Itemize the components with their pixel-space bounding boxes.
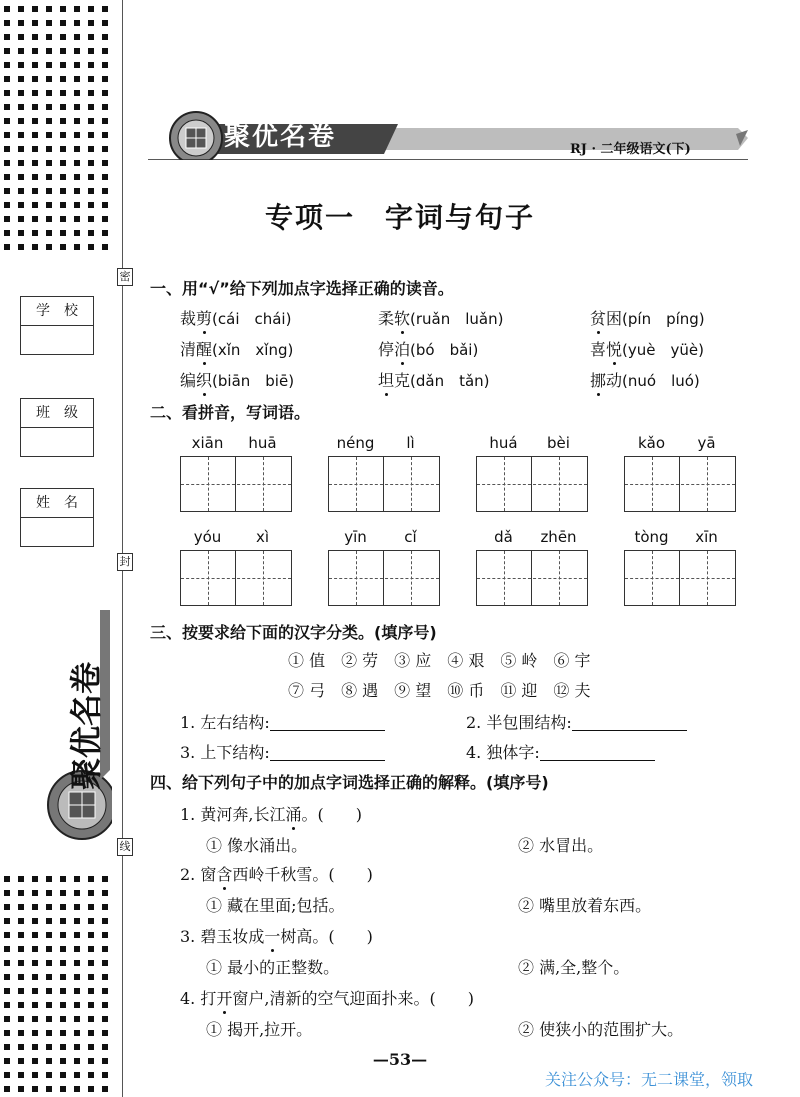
sentence-text: 4. 打 bbox=[180, 989, 217, 1008]
question-sentence bbox=[180, 802, 362, 825]
pinyin-syllable: lì bbox=[406, 434, 415, 452]
sentence-text: 1. 黄河奔,长江 bbox=[180, 805, 286, 824]
option-b: ② 使狭小的范围扩大。 bbox=[518, 1020, 684, 1039]
option-b: ② 嘴里放着东西。 bbox=[518, 896, 652, 915]
sentence-text: 西岭千秋雪。( ) bbox=[232, 865, 373, 884]
pinyin-options: (cái chái) bbox=[212, 310, 292, 328]
class-box bbox=[20, 398, 94, 457]
reading-item bbox=[378, 337, 478, 360]
pinyin-syllable: yóu bbox=[193, 528, 222, 546]
question-sentence bbox=[180, 862, 373, 885]
sentence-text: 窗户,清新的空气迎面扑来。( ) bbox=[232, 989, 474, 1008]
class-label: 班级 bbox=[21, 399, 93, 428]
option-a: ① 揭开,拉开。 bbox=[206, 1020, 313, 1039]
reading-item bbox=[180, 306, 291, 329]
dotted-char: 泊 bbox=[394, 340, 411, 359]
section2-heading: 二、看拼音，写词语。 bbox=[150, 403, 311, 422]
page-number: —53— bbox=[372, 1050, 428, 1069]
dotted-char: 一 bbox=[264, 927, 281, 946]
reading-item bbox=[378, 368, 490, 391]
pinyin-syllable: xiān bbox=[191, 434, 224, 452]
section3-heading: 三、按要求给下面的汉字分类。(填序号) bbox=[150, 623, 437, 642]
writing-grid[interactable] bbox=[476, 456, 588, 512]
name-field[interactable] bbox=[21, 518, 93, 546]
dotted-char: 贫 bbox=[590, 309, 607, 328]
option-b: ② 水冒出。 bbox=[518, 836, 604, 855]
seal-feng: 封 bbox=[117, 553, 133, 571]
pinyin-options: (biān biē) bbox=[212, 372, 295, 390]
option-b: ② 满,全,整个。 bbox=[518, 958, 630, 977]
question-sentence bbox=[180, 924, 373, 947]
sentence-text: 3. 碧玉妆成 bbox=[180, 927, 265, 946]
dotted-char: 含 bbox=[216, 865, 233, 884]
q3-label: 3. 上下结构: bbox=[180, 743, 270, 762]
reading-item bbox=[180, 368, 294, 391]
pinyin-options: (bó bǎi) bbox=[410, 341, 479, 359]
school-field[interactable] bbox=[21, 326, 93, 354]
seal-mi: 密 bbox=[117, 268, 133, 286]
pinyin-syllable: yā bbox=[697, 434, 716, 452]
pinyin-syllable: bèi bbox=[547, 434, 570, 452]
writing-grid[interactable] bbox=[328, 456, 440, 512]
dotted-char: 剪 bbox=[196, 309, 213, 328]
writing-grid[interactable] bbox=[476, 550, 588, 606]
dotted-char: 软 bbox=[394, 309, 411, 328]
section1-heading: 一、用“√”给下列加点字选择正确的读音。 bbox=[150, 279, 454, 298]
item-char: 动 bbox=[606, 371, 623, 390]
pinyin-syllable: xì bbox=[255, 528, 270, 546]
header-brand: 聚优名卷 bbox=[224, 122, 337, 152]
item-char: 克 bbox=[394, 371, 411, 390]
page-title: 专项一 字词与句子 bbox=[264, 201, 535, 234]
section3-row2: ⑦ 弓 ⑧ 遇 ⑨ 望 ⑩ 币 ⑪ 迎 ⑫ 夫 bbox=[288, 681, 591, 700]
pinyin-syllable: cǐ bbox=[404, 528, 417, 546]
q2-answer-line[interactable] bbox=[572, 714, 687, 731]
option-a: ① 最小的正整数。 bbox=[206, 958, 340, 977]
name-label: 姓名 bbox=[21, 489, 93, 518]
q2-label: 2. 半包围结构: bbox=[466, 713, 572, 732]
dotted-char: 开 bbox=[216, 989, 233, 1008]
section3-row1: ① 值 ② 劳 ③ 应 ④ 艰 ⑤ 岭 ⑥ 宇 bbox=[288, 651, 591, 670]
pinyin-options: (pín píng) bbox=[622, 310, 705, 328]
item-char: 停 bbox=[378, 340, 395, 359]
dotted-char: 挪 bbox=[590, 371, 607, 390]
reading-item bbox=[590, 337, 704, 360]
dotted-char: 坦 bbox=[378, 371, 395, 390]
seal-xian: 线 bbox=[117, 838, 133, 856]
q1-answer-line[interactable] bbox=[270, 714, 385, 731]
pinyin-syllable: huá bbox=[489, 434, 518, 452]
school-box bbox=[20, 296, 94, 355]
pinyin-options: (nuó luó) bbox=[622, 372, 700, 390]
reading-item bbox=[180, 337, 293, 360]
side-brand-text: 聚优名卷 bbox=[67, 661, 105, 790]
school-label: 学校 bbox=[21, 297, 93, 326]
pinyin-syllable: huā bbox=[248, 434, 277, 452]
section3-q1 bbox=[180, 710, 385, 733]
dotted-char: 醒 bbox=[196, 340, 213, 359]
section3-q4 bbox=[466, 740, 655, 763]
class-field[interactable] bbox=[21, 428, 93, 456]
svg-text:聚优名卷 bbox=[67, 662, 105, 790]
item-char: 喜 bbox=[590, 340, 607, 359]
sentence-text: 2. 窗 bbox=[180, 865, 217, 884]
pinyin-options: (yuè yüè) bbox=[622, 341, 704, 359]
pinyin-syllable: tòng bbox=[634, 528, 669, 546]
option-a: ① 藏在里面;包括。 bbox=[206, 896, 345, 915]
q4-answer-line[interactable] bbox=[540, 744, 655, 761]
pinyin-syllable: kǎo bbox=[637, 434, 666, 452]
writing-grid[interactable] bbox=[624, 550, 736, 606]
pinyin-options: (xǐn xǐng) bbox=[212, 341, 294, 359]
pinyin-syllable: dǎ bbox=[494, 528, 513, 546]
writing-grid[interactable] bbox=[180, 550, 292, 606]
pinyin-syllable: néng bbox=[336, 434, 375, 452]
pinyin-syllable: zhēn bbox=[540, 528, 577, 546]
q4-label: 4. 独体字: bbox=[466, 743, 540, 762]
dotted-char: 涌 bbox=[285, 805, 302, 824]
pinyin-syllable: yīn bbox=[344, 528, 367, 546]
section3-q3 bbox=[180, 740, 385, 763]
writing-grid[interactable] bbox=[624, 456, 736, 512]
writing-grid[interactable] bbox=[180, 456, 292, 512]
pinyin-syllable: xīn bbox=[695, 528, 718, 546]
q1-label: 1. 左右结构: bbox=[180, 713, 270, 732]
sentence-text: 树高。( ) bbox=[280, 927, 373, 946]
footer-watermark: 关注公众号：无二课堂，领取 bbox=[545, 1070, 754, 1089]
binding-line bbox=[122, 0, 123, 1097]
item-char: 裁 bbox=[180, 309, 197, 328]
dotted-char: 织 bbox=[196, 371, 213, 390]
pinyin-options: (dǎn tǎn) bbox=[410, 372, 490, 390]
item-char: 柔 bbox=[378, 309, 395, 328]
dotted-char: 悦 bbox=[606, 340, 623, 359]
name-box bbox=[20, 488, 94, 547]
item-char: 困 bbox=[606, 309, 623, 328]
reading-item bbox=[378, 306, 503, 329]
section3-q2 bbox=[466, 710, 687, 733]
reading-item bbox=[590, 306, 705, 329]
section4-heading: 四、给下列句子中的加点字词选择正确的解释。(填序号) bbox=[150, 773, 549, 792]
item-char: 编 bbox=[180, 371, 197, 390]
side-brand-logo bbox=[22, 590, 112, 850]
pinyin-options: (ruǎn luǎn) bbox=[410, 310, 504, 328]
item-char: 清 bbox=[180, 340, 197, 359]
sentence-text: 。( ) bbox=[301, 805, 362, 824]
q3-answer-line[interactable] bbox=[270, 744, 385, 761]
header-edition: RJ · 二年级语文(下) bbox=[570, 142, 691, 157]
writing-grid[interactable] bbox=[328, 550, 440, 606]
question-sentence bbox=[180, 986, 474, 1009]
reading-item bbox=[590, 368, 700, 391]
option-a: ① 像水涌出。 bbox=[206, 836, 308, 855]
